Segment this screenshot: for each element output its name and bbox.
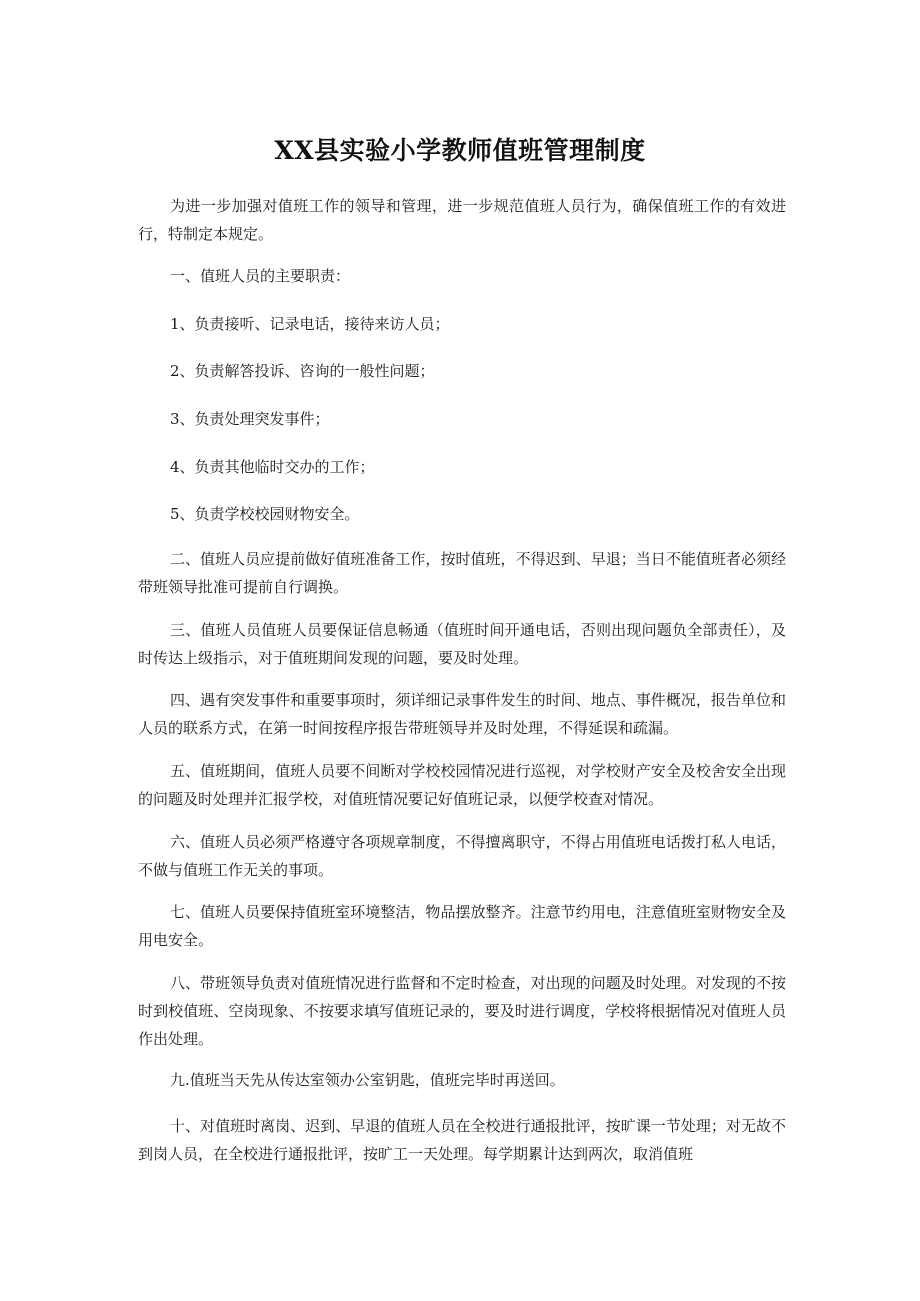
section-4-paragraph: 四、遇有突发事件和重要事项时，须详细记录事件发生的时间、地点、事件概况，报告单位和人员的联系方式，在第一时间按程序报告带班领导并及时处理，不得延误和疏漏。	[138, 691, 786, 737]
section-6-paragraph: 六、值班人员必须严格遵守各项规章制度，不得擅离职守，不得占用值班电话拨打私人电话，不做与值班工作无关的事项。	[138, 833, 786, 879]
document-title: XX县实验小学教师值班管理制度	[274, 136, 646, 165]
section-3-paragraph: 三、值班人员值班人员要保证信息畅通（值班时间开通电话，否则出现问题负全部责任），及时传达上级指示，对于值班期间发现的问题，要及时处理。	[138, 621, 786, 667]
duty-item-5: 5、负责学校校园财物安全。	[170, 505, 360, 523]
duty-item-2: 2、负责解答投诉、咨询的一般性问题；	[170, 362, 435, 380]
section-5-paragraph: 五、值班期间，值班人员要不间断对学校校园情况进行巡视，对学校财产安全及校舍安全出现的问题及时处理并汇报学校，对值班情况要记好值班记录，以便学校查对情况。	[138, 762, 786, 808]
intro-paragraph: 为进一步加强对值班工作的领导和管理，进一步规范值班人员行为，确保值班工作的有效进行，特制定本规定。	[138, 197, 786, 243]
section-1-heading: 一、值班人员的主要职责：	[170, 267, 351, 285]
duty-item-1: 1、负责接听、记录电话，接待来访人员；	[170, 315, 450, 333]
section-9-paragraph: 九.值班当天先从传达室领办公室钥匙，值班完毕时再送回。	[170, 1071, 565, 1089]
section-7-paragraph: 七、值班人员要保持值班室环境整洁，物品摆放整齐。注意节约用电，注意值班室财物安全及用电安全。	[138, 903, 786, 949]
duty-item-3: 3、负责处理突发事件；	[170, 410, 330, 428]
section-10-paragraph: 十、对值班时离岗、迟到、早退的值班人员在全校进行通报批评，按旷课一节处理；对无故不到岗人员，在全校进行通报批评，按旷工一天处理。每学期累计达到两次，取消值班	[138, 1117, 786, 1163]
section-8-paragraph: 八、带班领导负责对值班情况进行监督和不定时检查，对出现的问题及时处理。对发现的不按时到校值班、空岗现象、不按要求填写值班记录的，要及时进行调度，学校将根据情况对值班人员作出处理。	[138, 974, 786, 1048]
section-2-paragraph: 二、值班人员应提前做好值班准备工作，按时值班，不得迟到、早退；当日不能值班者必须经带班领导批准可提前自行调换。	[138, 550, 786, 596]
duty-item-4: 4、负责其他临时交办的工作；	[170, 458, 375, 476]
